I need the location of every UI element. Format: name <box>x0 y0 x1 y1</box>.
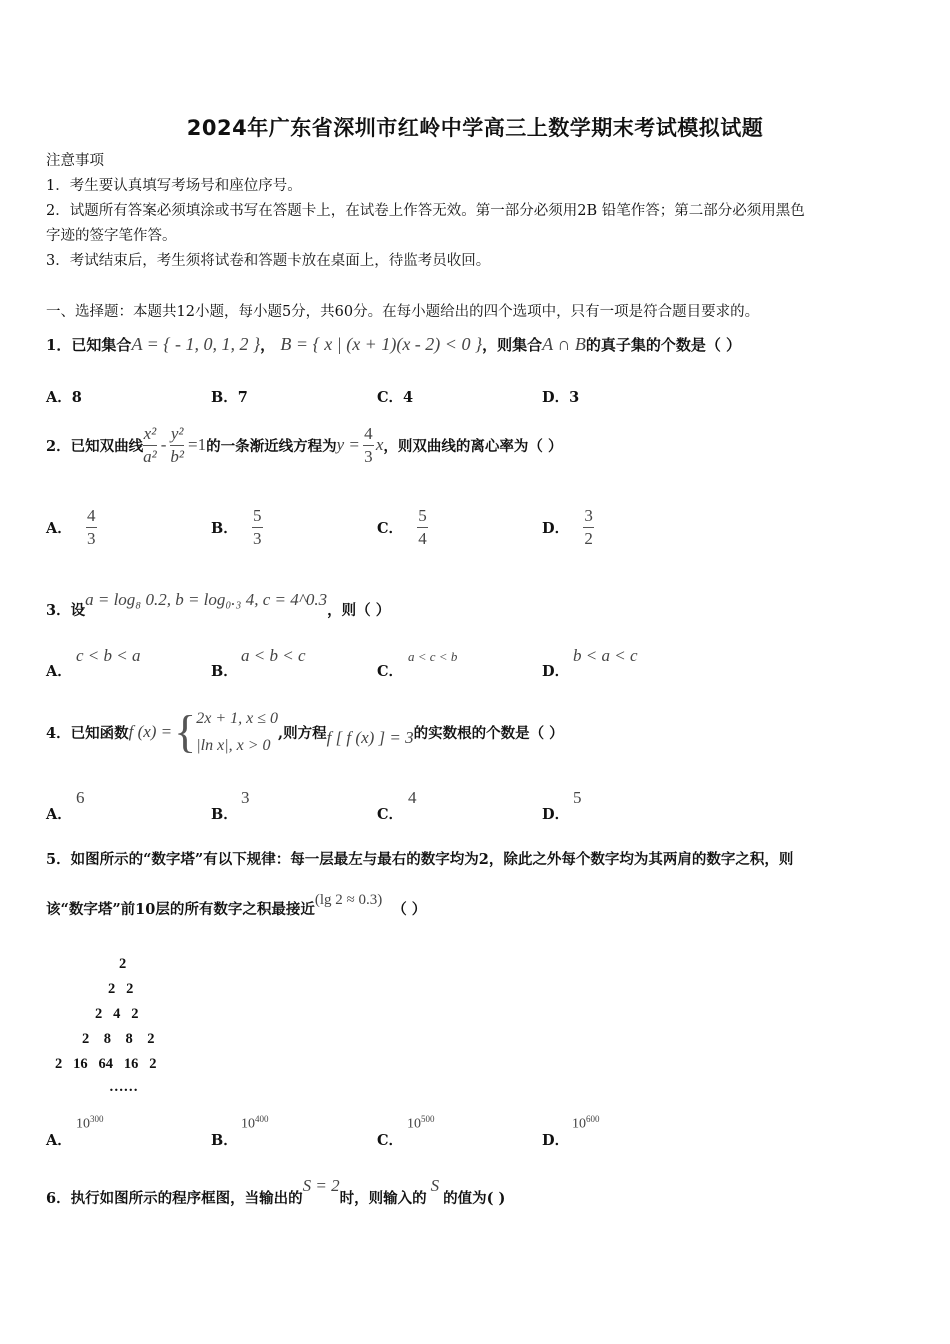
note-item-1: 1．考生要认真填写考场号和座位序号。 <box>46 178 302 194</box>
notes-heading: 注意事项 <box>46 153 104 169</box>
q6-var: S <box>430 1176 440 1195</box>
q1-suffix: 的真子集的个数是（ ） <box>585 336 742 354</box>
q4-cases <box>196 705 278 759</box>
note-item-2-cont: 字迹的签字笔作答。 <box>46 228 177 244</box>
q2-frac-x <box>143 425 157 466</box>
q2-den-b: 3 <box>253 528 262 548</box>
q2-minus: - <box>160 435 167 454</box>
q5-option-d-value: $10^{600}$ <box>572 1114 600 1132</box>
section-heading: 一、选择题：本题共12小题，每小题5分，共60分。在每小题给出的四个选项中，只有一项是符合题目要求的。 <box>46 304 760 320</box>
q2-num-d: 3 <box>584 505 593 525</box>
q2-x: x <box>375 435 384 454</box>
q6-cond: S = 2 <box>302 1176 340 1195</box>
q2-y2: y² <box>170 423 184 443</box>
q5-option-b-label: B． <box>211 1132 238 1149</box>
q2-label-a: A． <box>46 519 72 537</box>
q6-suffix: 的值为( ) <box>443 1190 506 1207</box>
tower-row-2 <box>108 981 133 998</box>
q2-den-c: 4 <box>418 528 427 548</box>
q5-option-d-label: D． <box>542 1132 570 1149</box>
q5-option-b-value: $10^{400}$ <box>241 1114 269 1132</box>
q2-option-c <box>377 502 428 552</box>
q3-option-d-label: D． <box>542 663 570 680</box>
q3-option-b-value: a < b < c <box>241 646 306 665</box>
q4-option-b-value: 3 <box>241 788 250 807</box>
q1-sep: ， <box>260 336 276 354</box>
q4-prefix: 4．已知函数 <box>46 724 129 742</box>
q2-frac-a <box>86 507 97 548</box>
q4-option-d-value: 5 <box>573 788 582 807</box>
q4-case-1: 2x + 1, x ≤ 0 <box>196 710 279 727</box>
tower-ellipsis: …… <box>109 1079 138 1095</box>
tower-row-4 <box>82 1031 155 1048</box>
q1-option-a: A．8 <box>46 389 82 406</box>
q4-suffix: 的实数根的个数是（ ） <box>413 724 564 742</box>
q6-mid: 时，则输入的 <box>339 1190 427 1207</box>
q4-option-c-label: C． <box>377 806 404 823</box>
q2-den-a: 3 <box>87 528 96 548</box>
q2-b2: b² <box>170 446 184 466</box>
q3-option-b-label: B． <box>211 663 238 680</box>
q5-line-2-text: 该“数字塔”前10层的所有数字之积最接近 <box>46 901 315 918</box>
tower-row-2-text: 2 2 <box>108 981 134 997</box>
q2-num-c: 5 <box>418 505 427 525</box>
q3-option-c-label: C． <box>377 663 404 680</box>
q4-option-a-value: 6 <box>76 788 85 807</box>
q5-suffix: （ ） <box>392 901 427 918</box>
q2-frac-slope <box>363 425 374 466</box>
q4-option-a-label: A． <box>46 806 72 823</box>
q2-frac-c <box>417 507 428 548</box>
question-4 <box>46 703 564 761</box>
q1-set-b: B = { x | (x + 1)(x - 2) < 0 } <box>280 334 483 354</box>
q5-option-a-value: $10^{300}$ <box>76 1114 104 1132</box>
q1-set-a: A = { - 1, 0, 1, 2 } <box>131 334 261 354</box>
tower-row-4-text: 2 8 8 2 <box>82 1031 155 1047</box>
q2-yeq: y = <box>336 435 360 454</box>
q2-frac-y <box>170 425 184 466</box>
q2-option-a <box>46 502 97 552</box>
q1-option-b: B．7 <box>211 389 248 406</box>
q2-frac-d <box>583 507 594 548</box>
q2-x2: x² <box>143 423 157 443</box>
q3-option-a-label: A． <box>46 663 72 680</box>
q3-option-c-value: a < c < b <box>408 649 458 664</box>
q2-d3: 3 <box>364 446 373 466</box>
question-6 <box>46 1172 505 1208</box>
q2-prefix: 2．已知双曲线 <box>46 437 144 455</box>
q5-hint: (lg 2 ≈ 0.3) <box>314 892 383 908</box>
q1-prefix: 1．已知集合 <box>46 336 132 354</box>
note-item-3: 3．考试结束后，考生须将试卷和答题卡放在桌面上，待监考员收回。 <box>46 253 491 269</box>
q1-mid: ，则集合 <box>482 336 543 354</box>
q4-option-d-label: D． <box>542 806 570 823</box>
question-5-line-2 <box>46 892 427 919</box>
q2-n4: 4 <box>364 423 373 443</box>
note-item-2: 2．试题所有答案必须填涂或书写在答题卡上，在试卷上作答无效。第一部分必须用2B 铅笔作答；第二部分必须用黑色 <box>46 203 805 219</box>
q2-label-b: B． <box>211 519 238 537</box>
q4-brace: { <box>174 706 197 757</box>
q2-num-b: 5 <box>253 505 262 525</box>
q5-option-c-label: C． <box>377 1132 404 1149</box>
q1-option-c: C．4 <box>377 389 414 406</box>
q1-expr: A ∩ B <box>542 334 586 354</box>
q2-label-c: C． <box>377 519 404 537</box>
q3-option-d-value: b < a < c <box>573 646 638 665</box>
tower-row-1: 2 <box>119 956 127 972</box>
tower-row-5 <box>55 1056 157 1073</box>
q2-frac-b <box>252 507 263 548</box>
q4-option-b-label: B． <box>211 806 238 823</box>
q3-expr: a = log₈ 0.2, b = log₀.₃ 4, c = 4^0.3 <box>85 590 328 609</box>
q4-option-c-value: 4 <box>408 788 417 807</box>
q4-eq: f [ f (x) ] = 3 <box>326 728 414 747</box>
q2-option-d <box>542 502 594 552</box>
q5-option-a-label: A． <box>46 1132 72 1149</box>
q4-mid: ,则方程 <box>278 724 327 742</box>
q3-option-a-value: c < b < a <box>76 646 141 665</box>
q2-suffix: ，则双曲线的离心率为（ ） <box>383 437 563 455</box>
q2-option-b <box>211 502 263 552</box>
q2-num-a: 4 <box>87 505 96 525</box>
tower-row-3-text: 2 4 2 <box>95 1006 139 1022</box>
q4-fx: f (x) = <box>128 722 173 741</box>
q2-label-d: D． <box>542 519 570 537</box>
q2-mid: 的一条渐近线方程为 <box>206 437 337 455</box>
q2-eq1: =1 <box>187 435 207 454</box>
tower-row-3 <box>95 1006 139 1023</box>
question-3 <box>46 590 390 620</box>
question-5-line-1: 5．如图所示的“数字塔”有以下规律：每一层最左与最右的数字均为2，除此之外每个数字均为其两肩的数字之积，则 <box>46 851 794 868</box>
q4-case-2: |ln x|, x > 0 <box>196 737 271 754</box>
q3-suffix: ，则（ ） <box>327 602 391 619</box>
question-2 <box>46 420 562 470</box>
q2-den-d: 2 <box>584 528 593 548</box>
tower-row-5-text: 2 16 64 16 2 <box>55 1056 157 1072</box>
page-title: 2024年广东省深圳市红岭中学高三上数学期末考试模拟试题 <box>186 116 764 140</box>
q1-option-d: D．3 <box>542 389 580 406</box>
q5-option-c-value: $10^{500}$ <box>407 1114 435 1132</box>
q2-a2: a² <box>143 446 157 466</box>
q3-prefix: 3．设 <box>46 602 86 619</box>
question-1 <box>46 334 741 355</box>
q6-prefix: 6．执行如图所示的程序框图，当输出的 <box>46 1190 303 1207</box>
